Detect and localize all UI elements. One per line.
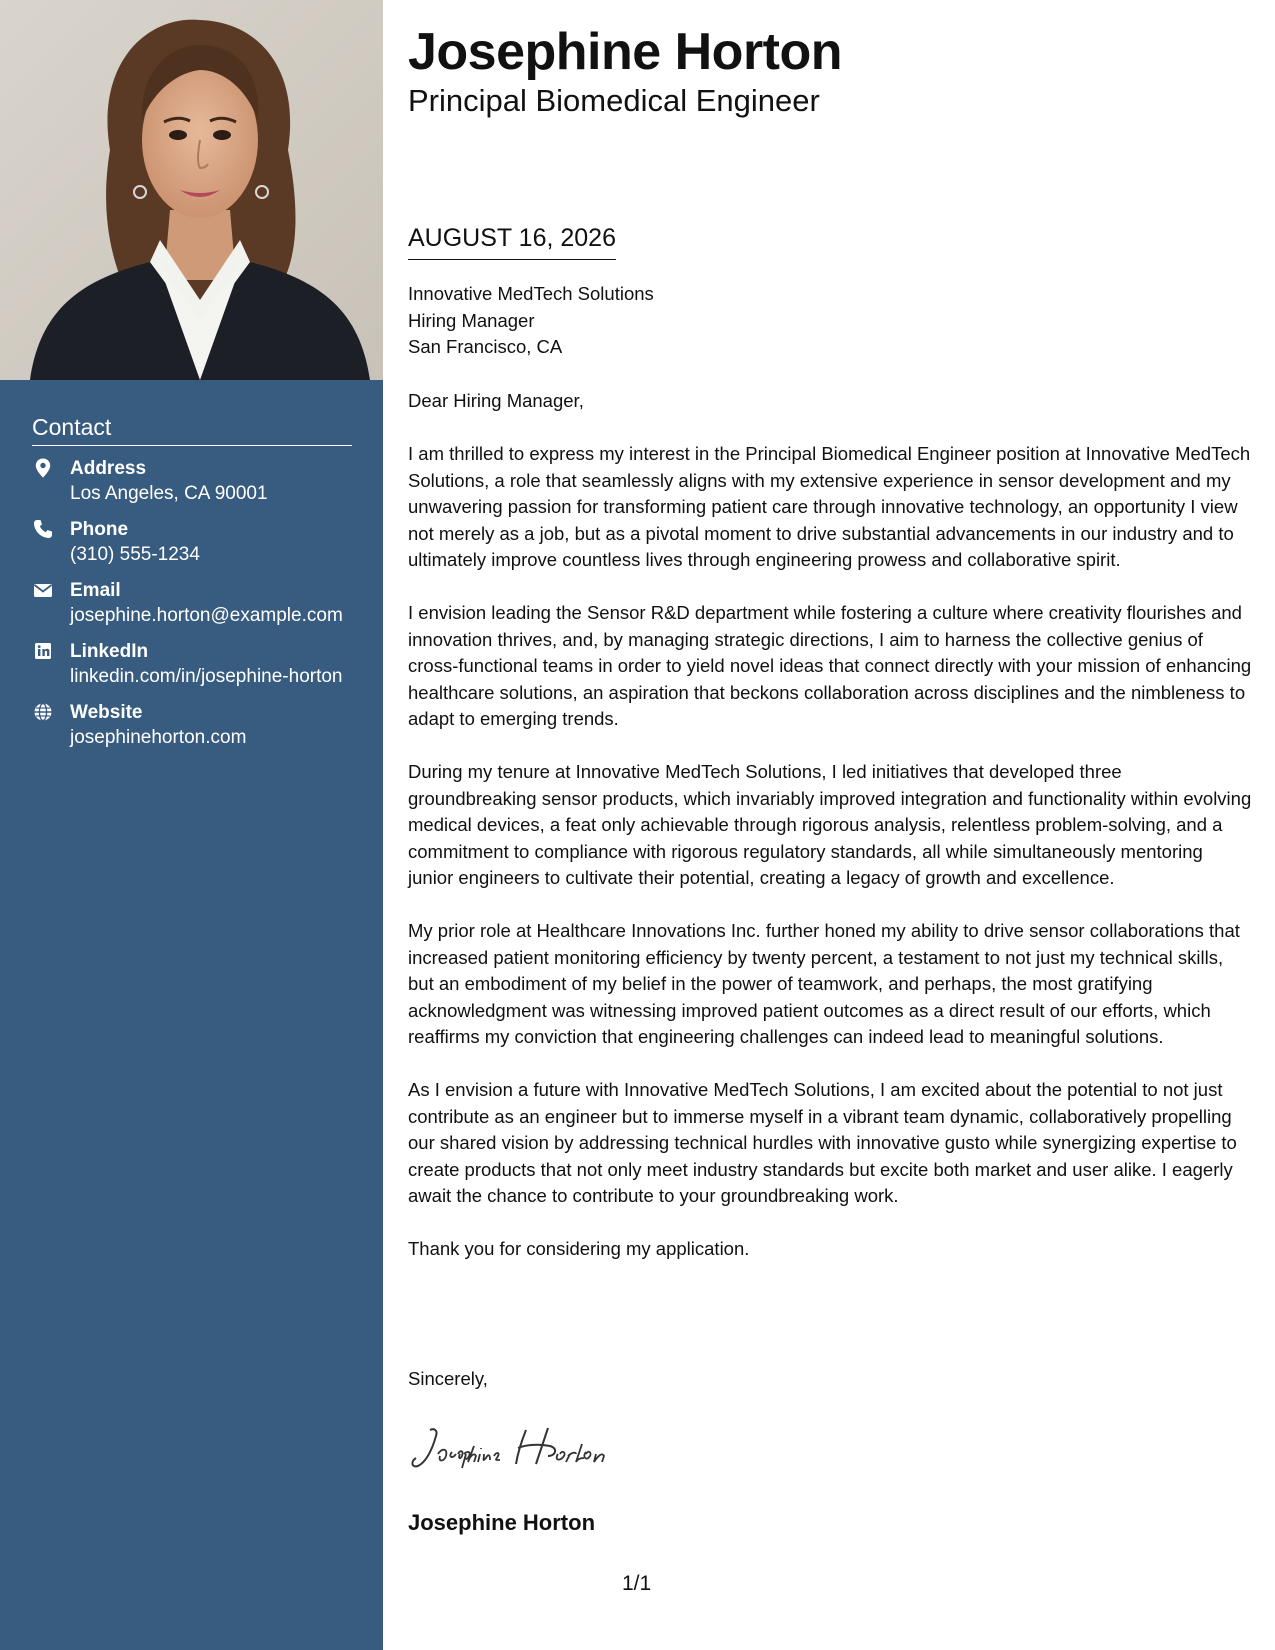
- recipient-location: San Francisco, CA: [408, 336, 563, 357]
- paragraph-5: As I envision a future with Innovative MedTech Solutions, I am excited about the potential to not just contribute as an engineer but to immerse myself in a vibrant team dynamic, collaboratively propelling our shared vision by addressing technical hurdles with innovative gusto while synergizing expertise to create products that not only meet industry standards but excite both market and user alike. I eagerly await the chance to contribute to your groundbreaking work.: [408, 1079, 1237, 1206]
- map-pin-icon: [32, 457, 54, 479]
- linkedin-icon: [32, 640, 54, 662]
- recipient-company: Innovative MedTech Solutions: [408, 283, 654, 304]
- recipient-role: Hiring Manager: [408, 309, 535, 331]
- sidebar: [0, 0, 383, 1650]
- address-value: Los Angeles, CA 90001: [70, 483, 268, 504]
- salutation: Dear Hiring Manager,: [408, 390, 584, 411]
- signer-name: Josephine Horton: [408, 1510, 596, 1535]
- contact-linkedin: [32, 639, 352, 689]
- handwritten-signature: [408, 1420, 668, 1474]
- paragraph-4: My prior role at Healthcare Innovations Inc. further honed my ability to drive sensor collaborations that increased patient monitoring efficiency by twenty percent, a testament to not just my technical skills, but an embodiment of my belief in the power of teamwork, and perhaps, the most gratifying acknowledgment was witnessing improved patient outcomes as a direct result of our efforts, which reaffirms my conviction that engineering challenges can indeed lead to meaningful solutions.: [408, 920, 1240, 1047]
- contact-email: [32, 578, 352, 628]
- letter-date: AUGUST 16, 2026: [408, 222, 616, 260]
- website-label: Website: [70, 702, 143, 723]
- globe-icon: [32, 701, 54, 723]
- contact-section: [32, 412, 352, 761]
- contact-phone: [32, 517, 352, 567]
- paragraph-3: During my tenure at Innovative MedTech Solutions, I led initiatives that developed three groundbreaking sensor products, which invariably improved integration and functionality within evolving medical devices, a feat only achievable through rigorous analysis, relentless problem-solving, and a commitment to compliance with rigorous regulatory standards, all while simultaneously mentoring junior engineers to cultivate their potential, creating a legacy of growth and excellence.: [408, 761, 1252, 888]
- contact-heading: Contact: [32, 412, 352, 446]
- phone-icon: [32, 518, 54, 540]
- profile-photo: [0, 0, 383, 380]
- email-value[interactable]: josephine.horton@example.com: [70, 605, 343, 626]
- paragraph-1: I am thrilled to express my interest in the Principal Biomedical Engineer position at Innovative MedTech Solutions, a role that seamlessly aligns with my extensive experience in sensor development and my unwavering passion for transforming patient care through innovative technology, an opportunity I view not merely as a job, but as a pivotal moment to drive substantial advancements in our industry and to ultimately improve countless lives through engineering prowess and collaborative spirit.: [408, 443, 1251, 570]
- closing-line: Sincerely,: [408, 1368, 488, 1389]
- applicant-title: Principal Biomedical Engineer: [408, 83, 820, 118]
- contact-address: [32, 456, 352, 506]
- address-label: Address: [70, 458, 147, 479]
- envelope-icon: [32, 579, 54, 601]
- phone-value[interactable]: (310) 555-1234: [70, 544, 200, 565]
- website-value[interactable]: josephinehorton.com: [70, 727, 247, 748]
- paragraph-2: I envision leading the Sensor R&D department while fostering a culture where creativity flourishes and innovation thrives, and, by managing strategic directions, I aim to harness the collective genius of cross-functional teams in order to yield novel ideas that connect directly with your mission of enhancing healthcare solutions, an aspiration that beckons collaboration across disciplines and the nimbleness to adapt to emerging trends.: [408, 602, 1252, 729]
- recipient-block: [408, 281, 654, 361]
- linkedin-label: LinkedIn: [70, 641, 149, 662]
- paragraph-6: Thank you for considering my application.: [408, 1238, 750, 1259]
- page-number: 1/1: [622, 1572, 652, 1595]
- applicant-name: Josephine Horton: [408, 23, 843, 81]
- linkedin-value[interactable]: linkedin.com/in/josephine-horton: [70, 666, 343, 687]
- phone-label: Phone: [70, 519, 129, 540]
- letter-body: [408, 388, 1253, 1289]
- contact-website: [32, 700, 352, 750]
- email-label: Email: [70, 580, 121, 601]
